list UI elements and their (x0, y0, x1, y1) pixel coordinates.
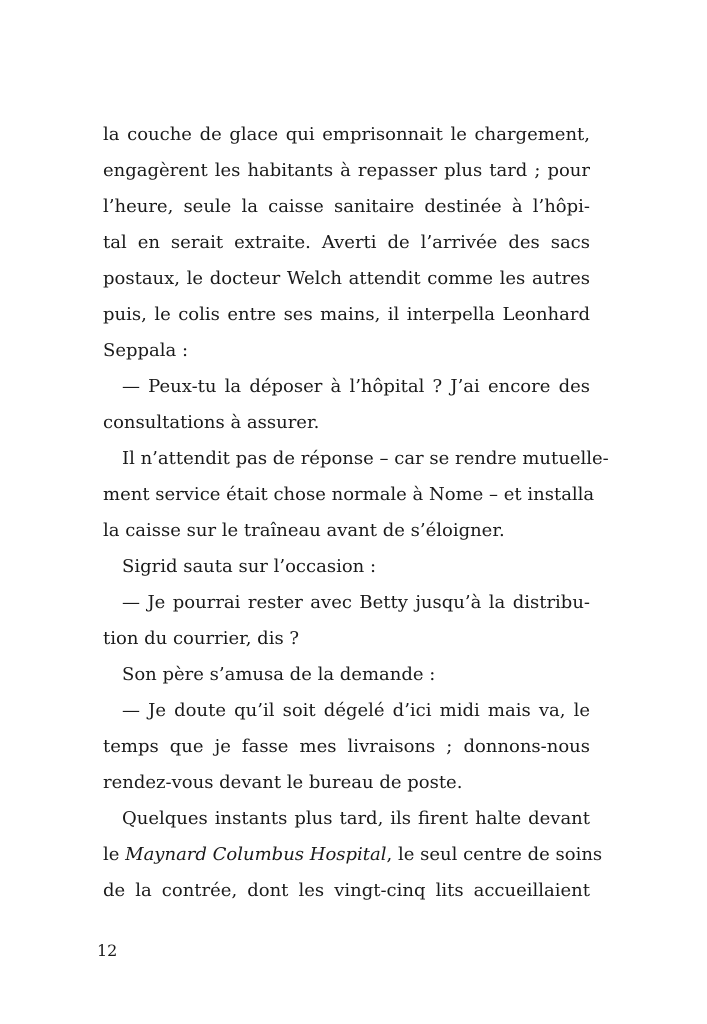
text-line: — Je doute qu’il soit dégelé d’ici midi mais va, le (122, 700, 590, 721)
text-line: Son père s’amusa de la demande : (122, 664, 436, 685)
text-line: l’heure, seule la caisse sanitaire destinée à l’hôpi- (103, 196, 590, 217)
hospital-name: Maynard Columbus Hospital (125, 844, 387, 865)
text-line: postaux, le docteur Welch attendit comme les autres (103, 268, 590, 289)
text-line: Seppala : (103, 340, 189, 361)
text-line: — Je pourrai rester avec Betty jusqu’à la distribu- (122, 592, 590, 613)
text-line: puis, le colis entre ses mains, il interpella Leonhard (103, 304, 590, 325)
text-line: temps que je fasse mes livraisons ; donnons-nous (103, 736, 590, 757)
text-line: Il n’attendit pas de réponse – car se rendre mutuelle- (122, 448, 609, 469)
text-line: ment service était chose normale à Nome – et installa (103, 484, 595, 505)
text-line-prefix: le (103, 844, 126, 865)
text-line-suffix: , le seul centre de soins (386, 844, 603, 865)
body-text (103, 117, 609, 909)
text-line: tal en serait extraite. Averti de l’arrivée des sacs (103, 232, 590, 253)
text-line (103, 837, 603, 873)
text-line: la couche de glace qui emprisonnait le chargement, (103, 124, 590, 145)
text-line: de la contrée, dont les vingt-cinq lits accueillaient (103, 880, 590, 901)
text-line: engagèrent les habitants à repasser plus tard ; pour (103, 160, 590, 181)
text-line: rendez-vous devant le bureau de poste. (103, 772, 463, 793)
text-line: tion du courrier, dis ? (103, 628, 300, 649)
text-line: Quelques instants plus tard, ils firent halte devant (122, 808, 590, 829)
text-line: consultations à assurer. (103, 412, 320, 433)
text-line: la caisse sur le traîneau avant de s’éloigner. (103, 520, 505, 541)
page-number: 12 (97, 941, 118, 960)
text-line: — Peux-tu la déposer à l’hôpital ? J’ai encore des (122, 376, 590, 397)
text-line: Sigrid sauta sur l’occasion : (122, 556, 377, 577)
